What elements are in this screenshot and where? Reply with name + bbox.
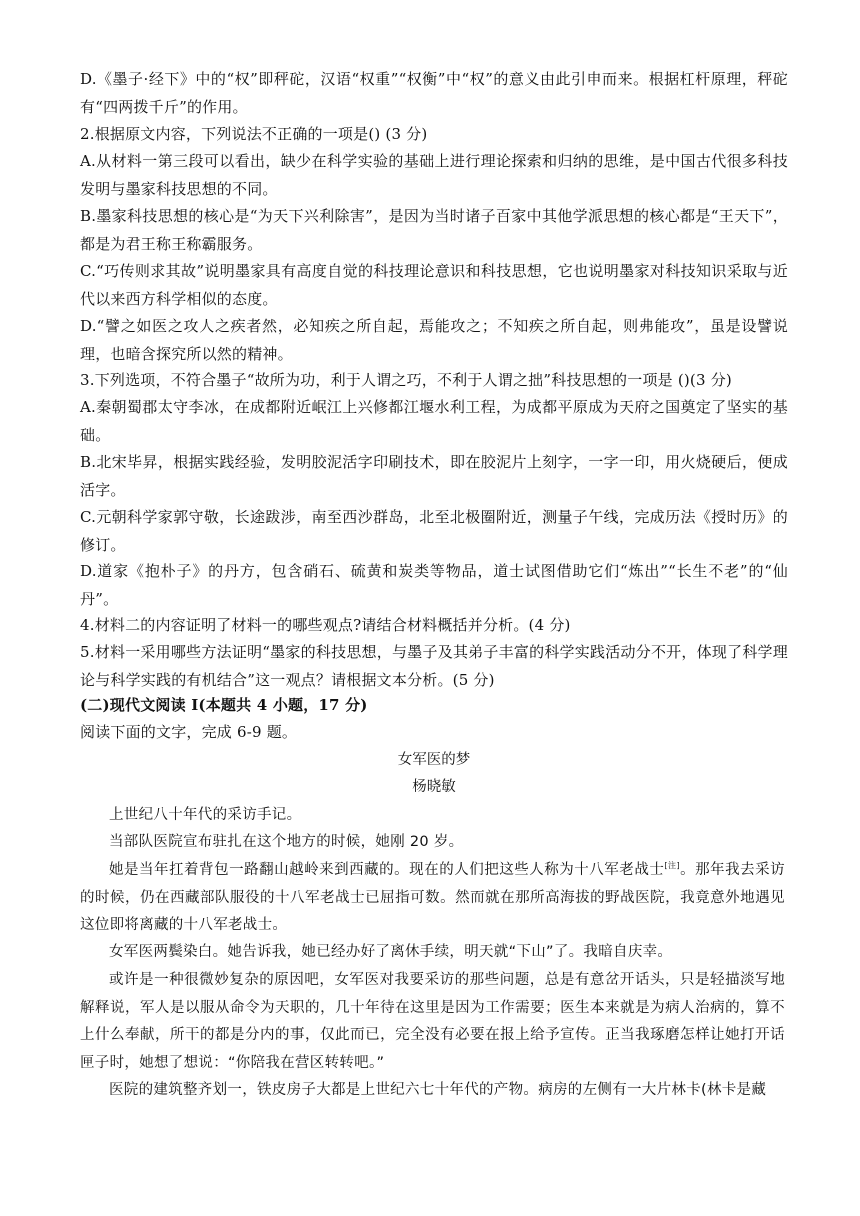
q2-stem: 2.根据原文内容，下列说法不正确的一项是() (3 分) xyxy=(80,125,428,143)
story-paragraph-6: 医院的建筑整齐划一，铁皮房子大都是上世纪六七十年代的产物。病房的左侧有一大片林卡(林卡是藏 xyxy=(109,1082,767,1098)
story-author: 杨晓敏 xyxy=(412,779,456,795)
story-paragraph-5: 或许是一种很微妙复杂的原因吧，女军医对我要采访的那些问题，总是有意岔开话头，只是轻描淡写地解释说，军人是以服从命令为天职的，几十年待在这里是因为工作需要；医生本来就是为病人治病的，算不上什么奉献，所干的都是分内的事，仅此而已，完全没有必要在报上给予宣传。正当我琢磨怎样让她打开话匣子时，她想了想说：“你陪我在营区转转吧。” xyxy=(80,972,785,1071)
q3-option-c: C.元朝科学家郭守敬，长途跋涉，南至西沙群岛，北至北极圈附近，测量子午线，完成历法《授时历》的修订。 xyxy=(80,508,788,554)
story-paragraph-2: 当部队医院宣布驻扎在这个地方的时候，她刚 20 岁。 xyxy=(109,834,464,850)
section-heading: (二)现代文阅读 I(本题共 4 小题，17 分) xyxy=(80,696,368,714)
q3-option-d: D.道家《抱朴子》的丹方，包含硝石、硫黄和炭类等物品，道士试图借助它们“炼出”“长生不老”的“仙丹”。 xyxy=(80,562,788,608)
story-paragraph-3 xyxy=(80,857,785,940)
q5-text: 5.材料一采用哪些方法证明“墨家的科技思想，与墨子及其弟子丰富的科学实践活动分不开，体现了科学理论与科学实践的有机结合”这一观点？请根据文本分析。(5 分) xyxy=(80,643,788,689)
q3-stem: 3.下列选项，不符合墨子“故所为功，利于人谓之巧，不利于人谓之拙”科技思想的一项是 ()(3 分) xyxy=(80,371,732,389)
story-paragraph-3-part1: 她是当年扛着背包一路翻山越岭来到西藏的。现在的人们把这些人称为十八军老战士 xyxy=(109,862,665,878)
footnote-marker: [注] xyxy=(664,861,680,871)
q4-text: 4.材料二的内容证明了材料一的哪些观点?请结合材料概括并分析。(4 分) xyxy=(80,616,571,634)
q3-option-a: A.秦朝蜀郡太守李冰，在成都附近岷江上兴修都江堰水利工程，为成都平原成为天府之国奠定了坚实的基础。 xyxy=(80,398,788,444)
story-paragraph-4: 女军医两鬓染白。她告诉我，她已经办好了离休手续，明天就“下山”了。我暗自庆幸。 xyxy=(109,944,673,960)
section-instruction: 阅读下面的文字，完成 6-9 题。 xyxy=(80,723,298,741)
q3-option-b: B.北宋毕昇，根据实践经验，发明胶泥活字印刷技术，即在胶泥片上刻字，一字一印，用火烧硬后，便成活字。 xyxy=(80,453,788,499)
q2-option-d: D.“譬之如医之攻人之疾者然，必知疾之所自起，焉能攻之；不知疾之所自起，则弗能攻”，虽是设譬说理，也暗含探究所以然的精神。 xyxy=(80,317,788,363)
story-paragraph-1: 上世纪八十年代的采访手记。 xyxy=(109,807,302,823)
q1-option-d: D.《墨子·经下》中的“权”即秤砣，汉语“权重”“权衡”中“权”的意义由此引申而来。根据杠杆原理，秤砣有“四两拨千斤”的作用。 xyxy=(80,70,788,116)
story-paragraph-3-part2: 。那年我去采访的时候，仍在西藏部队服役的十八军老战士已屈指可数。然而就在那所高海拔的野战医院，我竟意外地遇见这位即将离藏的十八军老战士。 xyxy=(80,862,785,933)
q2-option-c: C.“巧传则求其故”说明墨家具有高度自觉的科技理论意识和科技思想，它也说明墨家对科技知识采取与近代以来西方科学相似的态度。 xyxy=(80,262,788,308)
story-title: 女军医的梦 xyxy=(397,752,471,768)
q2-option-b: B.墨家科技思想的核心是“为天下兴利除害”，是因为当时诸子百家中其他学派思想的核心都是“王天下”，都是为君王称王称霸服务。 xyxy=(80,207,788,253)
q2-option-a: A.从材料一第三段可以看出，缺少在科学实验的基础上进行理论探索和归纳的思维，是中国古代很多科技发明与墨家科技思想的不同。 xyxy=(80,152,788,198)
